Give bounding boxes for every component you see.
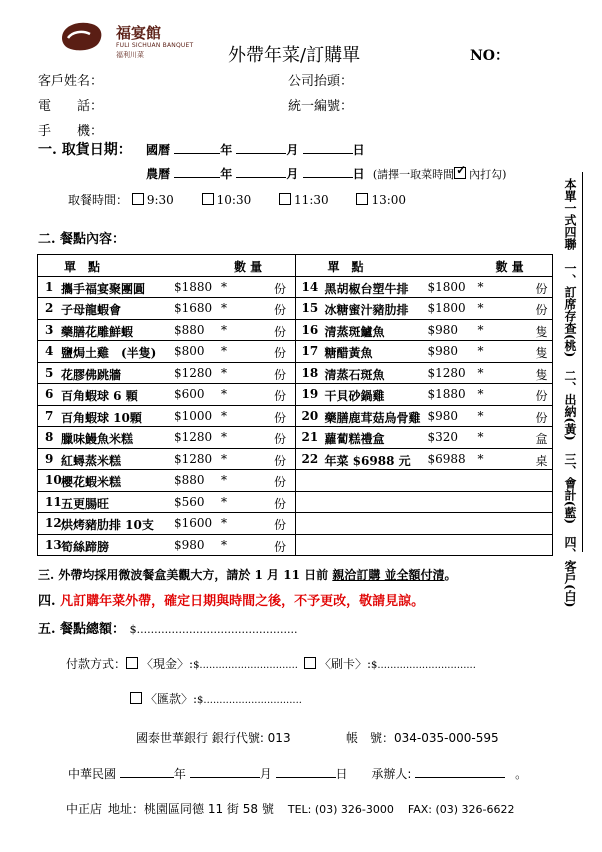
item-price: $1800 bbox=[427, 301, 466, 316]
menu-cell bbox=[38, 384, 296, 406]
month-label: 月 bbox=[286, 167, 299, 181]
pickup-time-label: 取餐時間： bbox=[68, 193, 129, 207]
lunar-label: 農曆 bbox=[146, 167, 171, 181]
item-name: 藥膳花雕鮮蝦 bbox=[61, 324, 134, 339]
pickup-note-suffix: 內打勾) bbox=[469, 168, 507, 181]
table-row bbox=[38, 341, 553, 363]
item-price: $1800 bbox=[427, 279, 466, 294]
quantity-star: * bbox=[221, 408, 227, 423]
header-item: 單 點 bbox=[64, 260, 101, 275]
pickup-note-prefix: (請擇一取菜時間 bbox=[372, 168, 455, 181]
item-unit: 桌 bbox=[535, 453, 548, 468]
item-price: $320 bbox=[427, 430, 459, 445]
item-number: 7 bbox=[45, 408, 54, 423]
order-no-label: NO： bbox=[470, 48, 509, 64]
item-number: 4 bbox=[45, 344, 54, 359]
roc-label: 中華民國 bbox=[68, 767, 117, 781]
item-number: 1 bbox=[45, 279, 54, 294]
table-row bbox=[38, 448, 553, 470]
section4-warning: 凡訂購年菜外帶，確定日期與時間之後，不予更改，敬請見諒。 bbox=[60, 594, 425, 609]
month-label: 月 bbox=[259, 767, 272, 781]
item-number: 16 bbox=[301, 322, 319, 337]
time-option-2: 10:30 bbox=[216, 193, 252, 207]
quantity-star: * bbox=[221, 451, 227, 466]
quantity-star: * bbox=[477, 344, 484, 359]
menu-cell bbox=[295, 513, 553, 535]
item-name: 紅蟳蒸米糕 bbox=[61, 453, 122, 468]
quantity-star: * bbox=[221, 387, 227, 402]
tax-id-label: 統一編號： bbox=[288, 99, 354, 114]
table-row bbox=[38, 513, 553, 535]
menu-cell bbox=[38, 513, 296, 535]
time-checkbox-3[interactable] bbox=[279, 193, 291, 205]
item-name: 干貝砂鍋雞 bbox=[324, 389, 385, 404]
item-price: $980 bbox=[427, 408, 459, 423]
quantity-star: * bbox=[221, 279, 227, 294]
item-price: $560 bbox=[174, 494, 205, 509]
section3-text: 三. 外帶均採用微波餐盒美觀大方，請於 1 月 11 日前 bbox=[38, 568, 329, 582]
item-name: 黑胡椒台塑牛排 bbox=[324, 281, 409, 296]
section3-underlined: 親洽訂購 並全額付清 bbox=[332, 568, 445, 582]
quantity-star: * bbox=[477, 301, 484, 316]
customer-phone-label: 電 話： bbox=[38, 99, 104, 114]
item-unit: 隻 bbox=[535, 346, 548, 361]
item-unit: 份 bbox=[274, 539, 287, 554]
section5-label: 五. 餐點總額： bbox=[38, 622, 126, 637]
item-price: $1280 bbox=[427, 365, 466, 380]
company-label: 公司抬頭： bbox=[288, 74, 354, 89]
quantity-star: * bbox=[477, 408, 484, 423]
item-unit: 隻 bbox=[535, 367, 548, 382]
quantity-star: * bbox=[477, 322, 484, 337]
customer-name-label: 客戶姓名： bbox=[38, 74, 104, 89]
item-unit: 份 bbox=[535, 281, 548, 296]
item-unit: 份 bbox=[274, 453, 287, 468]
menu-cell bbox=[295, 470, 553, 492]
logo-sub-zh: 福利川菜 bbox=[116, 51, 144, 59]
menu-table bbox=[37, 254, 553, 556]
footer bbox=[66, 800, 515, 817]
menu-cell bbox=[38, 448, 296, 470]
store-name: 中正店 bbox=[66, 802, 103, 816]
item-name: 百角蝦球 6 顆 bbox=[61, 389, 138, 404]
item-number: 20 bbox=[301, 408, 319, 423]
gregorian-label: 國曆 bbox=[146, 143, 171, 157]
table-row bbox=[38, 276, 553, 298]
item-price: $980 bbox=[427, 322, 459, 337]
item-name: 蘿蔔糕禮盒 bbox=[324, 432, 385, 447]
item-name: 臘味鰻魚米糕 bbox=[61, 432, 134, 447]
quantity-star: * bbox=[477, 387, 484, 402]
item-number: 6 bbox=[45, 387, 54, 402]
quantity-star: * bbox=[221, 537, 227, 552]
header-qty: 數 量 bbox=[495, 260, 524, 275]
transfer-checkbox[interactable] bbox=[130, 692, 142, 704]
table-row bbox=[38, 405, 553, 427]
year-label: 年 bbox=[173, 767, 186, 781]
item-number: 13 bbox=[45, 537, 62, 552]
section4 bbox=[38, 590, 424, 609]
table-row bbox=[38, 491, 553, 513]
table-row bbox=[38, 319, 553, 341]
item-unit: 份 bbox=[274, 346, 287, 361]
item-name: 五更腸旺 bbox=[61, 496, 110, 511]
item-number: 8 bbox=[45, 430, 54, 445]
item-name: 花膠佛跳牆 bbox=[61, 367, 122, 382]
pickup-lunar-row bbox=[146, 165, 506, 182]
address-label: 地址： bbox=[108, 802, 145, 816]
item-name: 糖醋黃魚 bbox=[324, 346, 373, 361]
menu-cell bbox=[295, 491, 553, 513]
item-name: 清蒸斑鱸魚 bbox=[324, 324, 385, 339]
item-price: $880 bbox=[174, 322, 205, 337]
item-name: 冰糖蜜汁豬肋排 bbox=[324, 303, 409, 318]
item-unit: 份 bbox=[274, 518, 287, 533]
tel: TEL: (03) 326-3000 bbox=[287, 803, 394, 816]
payment-label: 付款方式： bbox=[66, 657, 127, 671]
item-price: $1680 bbox=[174, 301, 213, 316]
item-unit: 份 bbox=[535, 389, 548, 404]
menu-cell bbox=[295, 405, 553, 427]
right-header bbox=[295, 255, 553, 277]
item-name: 筍絲蹄膀 bbox=[61, 539, 110, 554]
item-number: 10 bbox=[45, 473, 62, 488]
item-price: $800 bbox=[174, 344, 205, 359]
item-price: $1280 bbox=[174, 451, 213, 466]
transfer-amount: $............................... bbox=[197, 695, 302, 706]
pickup-time-row bbox=[68, 191, 406, 208]
quantity-star: * bbox=[477, 279, 484, 294]
menu-cell bbox=[38, 534, 296, 556]
item-price: $1280 bbox=[174, 430, 213, 445]
item-name: 年菜 $6988 元 bbox=[324, 453, 411, 468]
section3-end: 。 bbox=[444, 568, 457, 582]
menu-cell bbox=[38, 405, 296, 427]
menu-cell bbox=[38, 298, 296, 320]
menu-cell bbox=[38, 276, 296, 298]
item-unit: 隻 bbox=[535, 324, 548, 339]
fax: FAX: (03) 326-6622 bbox=[407, 803, 515, 816]
item-number: 21 bbox=[301, 430, 319, 445]
menu-cell bbox=[38, 341, 296, 363]
quantity-star: * bbox=[221, 473, 227, 488]
item-number: 15 bbox=[301, 301, 319, 316]
menu-cell bbox=[38, 362, 296, 384]
day-label: 日 bbox=[335, 767, 348, 781]
table-row bbox=[38, 362, 553, 384]
time-option-1: 9:30 bbox=[146, 193, 174, 207]
card-amount: $............................... bbox=[371, 660, 476, 671]
menu-cell bbox=[295, 298, 553, 320]
account-number: 034-035-000-595 bbox=[394, 731, 499, 745]
pickup-heading: 一. 取貨日期： bbox=[38, 142, 132, 158]
item-unit: 份 bbox=[535, 410, 548, 425]
handler-label: 承辦人: bbox=[371, 767, 412, 781]
quantity-star: * bbox=[221, 516, 227, 531]
table-row bbox=[38, 470, 553, 492]
date-line bbox=[68, 765, 527, 782]
item-name: 清蒸石斑魚 bbox=[324, 367, 385, 382]
item-name: 藥膳鹿茸菇烏骨雞 bbox=[324, 410, 421, 425]
logo-name-en: FULI SICHUAN BANQUET bbox=[116, 42, 194, 49]
item-name: 烘烤豬肋排 10支 bbox=[61, 518, 154, 533]
card-checkbox[interactable] bbox=[304, 657, 316, 669]
item-name: 子母龍蝦會 bbox=[61, 303, 122, 318]
left-header bbox=[38, 255, 296, 277]
quantity-star: * bbox=[477, 451, 484, 466]
item-unit: 份 bbox=[274, 303, 287, 318]
card-label: 〈刷卡〉: bbox=[318, 657, 372, 671]
bank-account bbox=[346, 729, 499, 746]
quantity-star: * bbox=[477, 365, 484, 380]
item-unit: 份 bbox=[274, 281, 287, 296]
section5 bbox=[38, 618, 297, 637]
item-price: $880 bbox=[174, 473, 205, 488]
table-row bbox=[38, 298, 553, 320]
section4-num: 四. bbox=[38, 594, 56, 609]
month-label: 月 bbox=[286, 143, 299, 157]
quantity-star: * bbox=[477, 430, 484, 445]
time-option-3: 11:30 bbox=[294, 193, 329, 207]
header-qty: 數 量 bbox=[234, 260, 263, 275]
item-number: 5 bbox=[45, 365, 54, 380]
menu-cell bbox=[38, 491, 296, 513]
year-label: 年 bbox=[220, 143, 233, 157]
menu-cell bbox=[295, 319, 553, 341]
table-row bbox=[38, 427, 553, 449]
item-price: $1600 bbox=[174, 516, 213, 531]
menu-cell bbox=[295, 427, 553, 449]
item-number: 3 bbox=[45, 322, 54, 337]
right-border bbox=[582, 172, 583, 552]
cash-amount: $............................... bbox=[193, 660, 298, 671]
item-unit: 份 bbox=[274, 475, 287, 490]
table-row bbox=[38, 534, 553, 556]
menu-cell bbox=[38, 427, 296, 449]
item-number: 14 bbox=[301, 279, 319, 294]
menu-cell bbox=[38, 319, 296, 341]
payment-row bbox=[66, 655, 476, 672]
item-price: $1000 bbox=[174, 408, 213, 423]
address: 桃園區同德 11 街 58 號 bbox=[144, 802, 274, 816]
date-line-end: 。 bbox=[515, 767, 528, 781]
item-number: 11 bbox=[45, 494, 62, 509]
item-price: $1880 bbox=[174, 279, 213, 294]
time-option-4: 13:00 bbox=[371, 193, 407, 207]
day-label: 日 bbox=[352, 143, 365, 157]
transfer-label: 〈匯款〉: bbox=[145, 692, 198, 706]
item-unit: 份 bbox=[274, 324, 287, 339]
table-row bbox=[38, 384, 553, 406]
item-unit: 份 bbox=[535, 303, 548, 318]
item-unit: 份 bbox=[274, 367, 287, 382]
header-item: 單 點 bbox=[327, 260, 364, 275]
logo-mark-icon bbox=[58, 18, 104, 52]
item-number: 22 bbox=[301, 451, 319, 466]
menu-cell bbox=[295, 448, 553, 470]
customer-mobile-label: 手 機： bbox=[38, 124, 104, 139]
item-unit: 份 bbox=[274, 432, 287, 447]
item-unit: 盒 bbox=[535, 432, 548, 447]
cash-label: 〈現金〉: bbox=[141, 657, 194, 671]
menu-cell bbox=[38, 470, 296, 492]
item-name: 鹽焗土雞 (半隻) bbox=[61, 346, 157, 361]
item-unit: 份 bbox=[274, 496, 287, 511]
item-number: 2 bbox=[45, 301, 54, 316]
menu-cell bbox=[295, 341, 553, 363]
checked-box-icon: ✓ bbox=[456, 163, 467, 177]
item-number: 18 bbox=[301, 365, 319, 380]
item-number: 9 bbox=[45, 451, 54, 466]
bank-name: 國泰世華銀行 銀行代號: 013 bbox=[136, 731, 291, 745]
section2-heading: 二. 餐點內容： bbox=[38, 232, 126, 247]
item-number: 19 bbox=[301, 387, 319, 402]
page-title: 外帶年菜/訂購單 bbox=[228, 45, 361, 66]
menu-cell bbox=[295, 362, 553, 384]
quantity-star: * bbox=[221, 301, 227, 316]
day-label: 日 bbox=[352, 167, 365, 181]
quantity-star: * bbox=[221, 322, 227, 337]
item-number: 12 bbox=[45, 516, 62, 531]
table-header-row bbox=[38, 255, 553, 277]
time-checkbox-4[interactable] bbox=[356, 193, 368, 205]
menu-cell bbox=[295, 276, 553, 298]
account-label: 帳 號： bbox=[346, 731, 395, 745]
quantity-star: * bbox=[221, 365, 227, 380]
section3 bbox=[38, 566, 457, 583]
item-unit: 份 bbox=[274, 389, 287, 404]
item-price: $980 bbox=[174, 537, 205, 552]
item-name: 櫻花蝦米糕 bbox=[61, 475, 122, 490]
item-name: 百角蝦球 10顆 bbox=[61, 410, 142, 425]
item-price: $600 bbox=[174, 387, 205, 402]
item-price: $980 bbox=[427, 344, 459, 359]
quantity-star: * bbox=[221, 494, 227, 509]
cash-checkbox[interactable] bbox=[126, 657, 138, 669]
item-price: $1880 bbox=[427, 387, 466, 402]
pickup-gregorian-row bbox=[146, 141, 365, 158]
item-name: 攜手福宴聚團圓 bbox=[61, 281, 146, 296]
item-unit: 份 bbox=[274, 410, 287, 425]
time-checkbox-2[interactable] bbox=[202, 193, 214, 205]
menu-cell bbox=[295, 384, 553, 406]
menu-cell bbox=[295, 534, 553, 556]
quantity-star: * bbox=[221, 430, 227, 445]
item-price: $6988 bbox=[427, 451, 466, 466]
logo-name-zh: 福宴館 bbox=[116, 24, 162, 42]
item-number: 17 bbox=[301, 344, 319, 359]
quantity-star: * bbox=[221, 344, 227, 359]
section5-amount: $.............................................. bbox=[129, 623, 298, 636]
item-price: $1280 bbox=[174, 365, 213, 380]
copies-note: 本單一式四聯 一、訂席存查(桃) 二、出納(黃) 三、會計(藍) 四、客戶(白) bbox=[563, 178, 577, 608]
transfer-row bbox=[130, 690, 302, 707]
year-label: 年 bbox=[220, 167, 233, 181]
time-checkbox-1[interactable] bbox=[132, 193, 144, 205]
